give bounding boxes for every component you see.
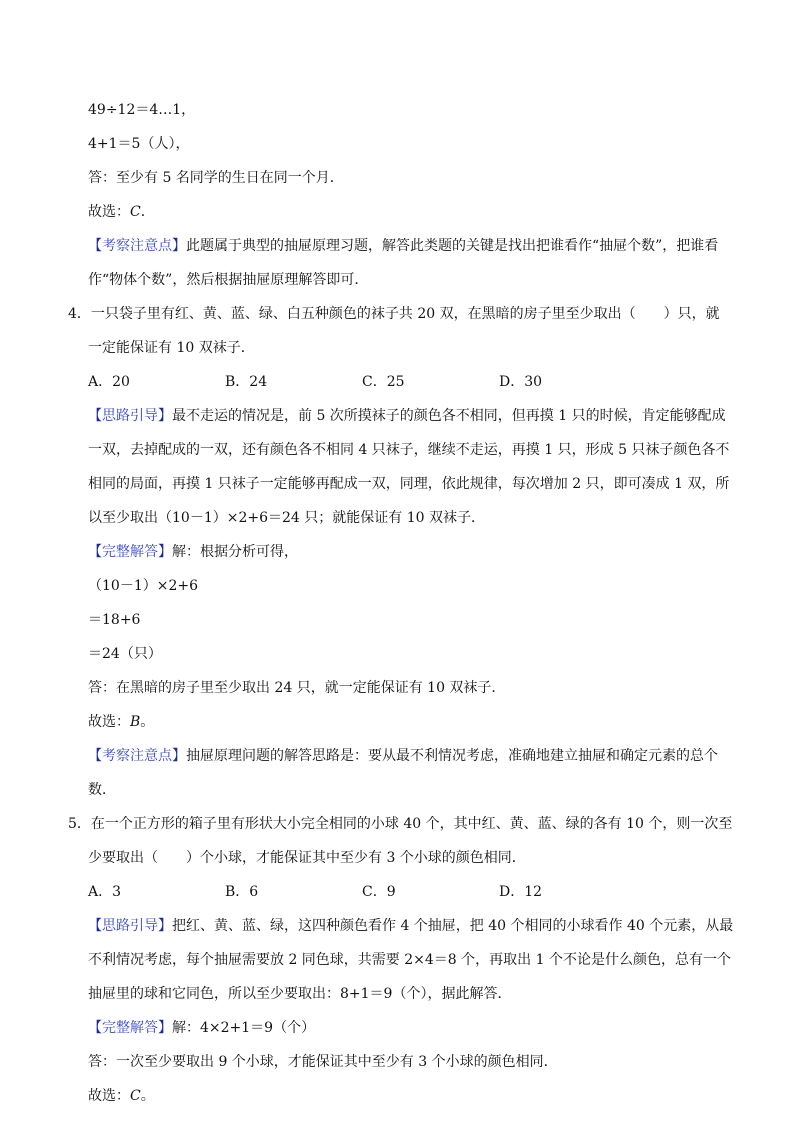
hint-tag: 思路引导 <box>102 918 158 934</box>
text-line: 一定能保证有 10 双袜子． <box>88 340 255 356</box>
hint-tag: 思路引导 <box>102 408 158 424</box>
option-b: B．24 <box>225 374 268 390</box>
choice-line: 故选：B。 <box>88 714 155 730</box>
choice-answer: C <box>130 204 141 220</box>
answer-line: 【完整解答】解：4×2+1＝9（个） <box>88 1020 316 1036</box>
text-line: 不利情况考虑，每个抽屉需要放 2 同色球，共需要 2×4＝8 个，再取出 1 个不论是什么颜色，总有一个 <box>88 952 731 968</box>
answer-tag: 完整解答 <box>102 1020 158 1036</box>
choice-answer: C <box>130 1088 141 1104</box>
text-line: 4+1＝5（人）， <box>88 136 190 152</box>
note-line: 【考察注意点】此题属于典型的抽屉原理习题，解答此类题的关键是找出把谁看作“抽屉个数”，把谁看 <box>88 238 719 254</box>
option-c: C．9 <box>362 884 396 900</box>
option-b: B．6 <box>225 884 259 900</box>
q5-options <box>0 878 793 912</box>
answer-line: 【完整解答】解：根据分析可得， <box>88 544 298 560</box>
text-line: ＝24（只） <box>88 646 162 662</box>
note-tag: 考察注意点 <box>102 748 172 764</box>
q4-options <box>0 368 793 402</box>
hint-line: 【思路引导】最不走运的情况是，前 5 次所摸袜子的颜色各不相同，但再摸 1 只的时候，肯定能够配成 <box>88 408 726 424</box>
text-line: 答：一次至少要取出 9 个小球，才能保证其中至少有 3 个小球的颜色相同． <box>88 1054 558 1070</box>
option-c: C．25 <box>362 374 405 390</box>
text-line: 答：在黑暗的房子里至少取出 24 只，就一定能保证有 10 双袜子． <box>88 680 506 696</box>
text-line: 相同的局面，再摸 1 只袜子一定能够再配成一双，同理，依此规律，每次增加 2 只，即可凑成 1 双，所 <box>88 476 730 492</box>
text-line: 作“物体个数”，然后根据抽屉原理解答即可． <box>88 272 369 288</box>
option-a: A．20 <box>88 374 130 390</box>
text-line: 少要取出（ ）个小球，才能保证其中至少有 3 个小球的颜色相同． <box>88 850 526 866</box>
question-4: 4．一只袋子里有红、黄、蓝、绿、白五种颜色的袜子共 20 双，在黑暗的房子里至少取出（ ）只，就 <box>68 306 720 322</box>
text-line: ＝18+6 <box>88 612 141 628</box>
choice-line: 故选：C。 <box>88 1088 155 1104</box>
note-line: 【考察注意点】抽屉原理问题的解答思路是：要从最不利情况考虑，准确地建立抽屉和确定元素的总个 <box>88 748 718 764</box>
option-d: D．30 <box>499 374 543 390</box>
answer-tag: 完整解答 <box>102 544 158 560</box>
text-line: 以至少取出（10－1）×2+6＝24 只；就能保证有 10 双袜子． <box>88 510 485 526</box>
text-line: 数． <box>88 782 116 798</box>
text-line: 一双，去掉配成的一双，还有颜色各不相同 4 只袜子，继续不走运，再摸 1 只，形成 5 只袜子颜色各不 <box>88 442 730 458</box>
note-tag: 考察注意点 <box>102 238 172 254</box>
document-page <box>0 96 793 1116</box>
text-line: 49÷12＝4…1， <box>88 102 196 118</box>
hint-line: 【思路引导】把红、黄、蓝、绿，这四种颜色看作 4 个抽屉，把 40 个相同的小球看作 40 个元素，从最 <box>88 918 734 934</box>
option-a: A．3 <box>88 884 122 900</box>
text-line: 抽屉里的球和它同色，所以至少要取出：8+1＝9（个），据此解答． <box>88 986 512 1002</box>
choice-answer: B <box>130 714 141 730</box>
text-line: （10－1）×2+6 <box>88 578 198 594</box>
option-d: D．12 <box>499 884 543 900</box>
text-line: 答：至少有 5 名同学的生日在同一个月． <box>88 170 344 186</box>
choice-line: 故选：C． <box>88 204 155 220</box>
question-5: 5．在一个正方形的箱子里有形状大小完全相同的小球 40 个，其中红、黄、蓝、绿的各有 10 个，则一次至 <box>68 816 733 832</box>
